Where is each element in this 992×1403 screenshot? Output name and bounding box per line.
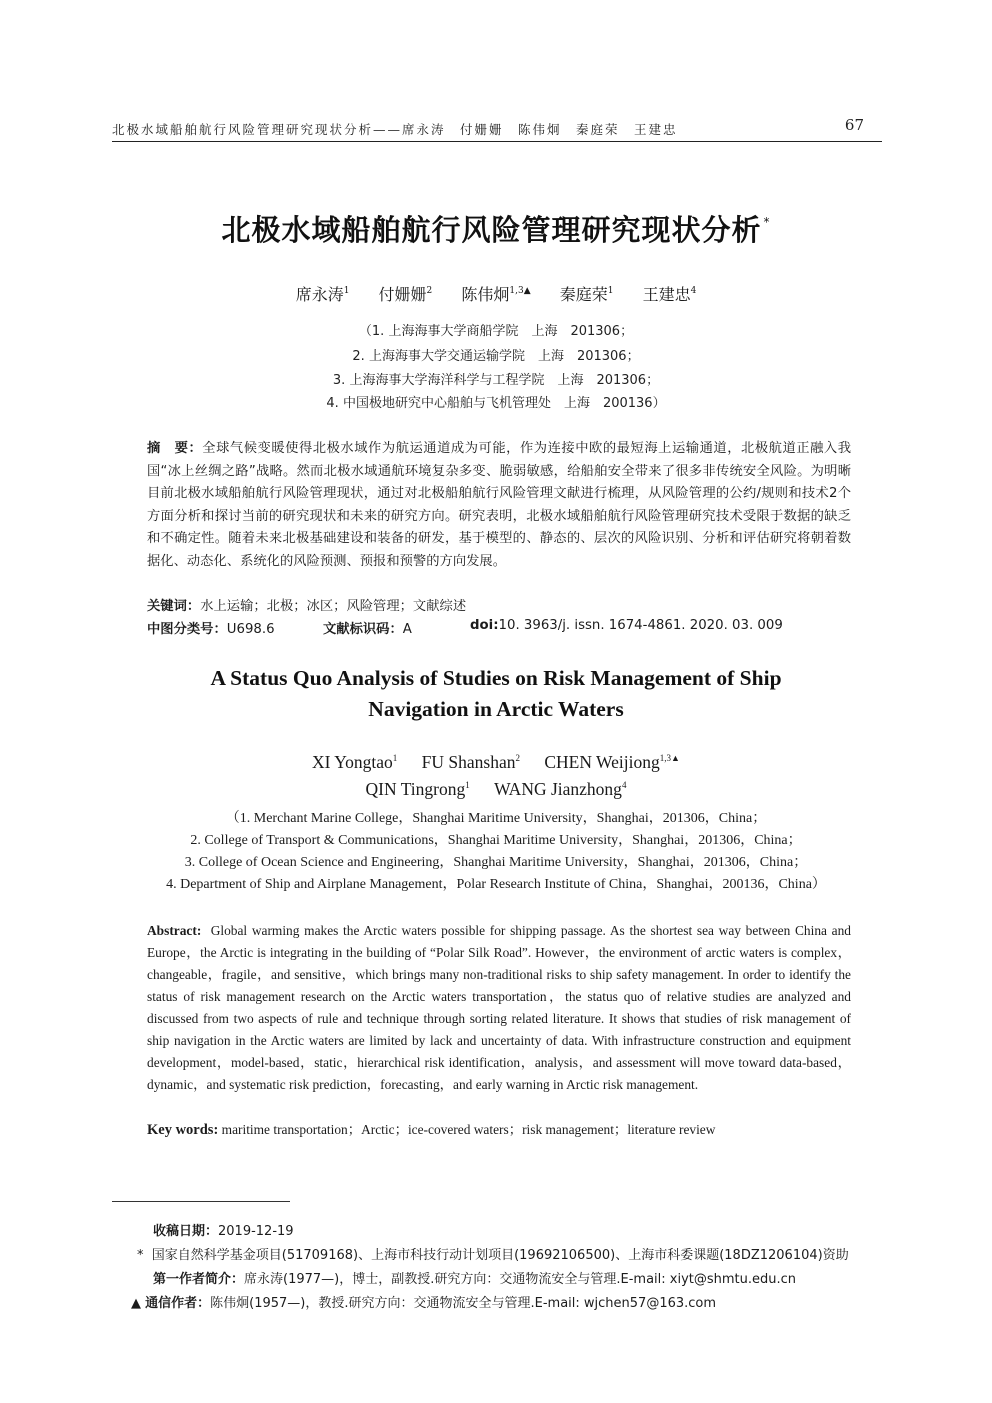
en-author xyxy=(422,752,520,772)
cn-author xyxy=(643,285,697,304)
running-header xyxy=(112,118,882,140)
cn-author xyxy=(296,285,350,304)
en-affiliation: 2. College of Transport & Communications，Shanghai Maritime University，Shanghai，201306，China； xyxy=(190,833,802,848)
first-author-note xyxy=(153,1268,796,1287)
cn-author xyxy=(560,285,614,304)
en-title xyxy=(0,663,992,725)
doi-value: 10. 3963/j. issn. 1674-4861. 2020. 03. 009 xyxy=(498,618,783,633)
author-sup: 1,3▲ xyxy=(509,286,531,296)
author-name: QIN Tingrong xyxy=(365,779,466,799)
doc-code-label: 文献标识码： xyxy=(323,622,403,637)
author-name: 席永涛 xyxy=(295,285,344,304)
author-sup: 1 xyxy=(392,753,398,763)
header-rule xyxy=(112,141,882,142)
author-sup: 4 xyxy=(621,780,627,790)
running-title: 北极水域船舶航行风险管理研究现状分析——席永涛 付姗姗 陈伟炯 秦庭荣 王建忠 xyxy=(112,122,678,137)
en-abstract-label: Abstract: xyxy=(147,923,202,938)
author-name: XI Yongtao xyxy=(312,752,393,772)
corresponding-label: 通信作者： xyxy=(145,1296,211,1311)
author-sup: 1 xyxy=(607,286,614,296)
doc-code-value: A xyxy=(402,622,412,637)
cn-title-text: 北极水域船舶航行风险管理研究现状分析 xyxy=(221,213,762,247)
cn-keywords-text: 水上运输；北极；冰区；风险管理；文献综述 xyxy=(200,599,467,614)
author-name: 秦庭荣 xyxy=(559,285,608,304)
author-name: WANG Jianzhong xyxy=(494,779,622,799)
author-sup: 1 xyxy=(343,286,350,296)
received-label: 收稿日期： xyxy=(153,1224,219,1239)
en-authors-line xyxy=(0,752,992,773)
author-sup: 2 xyxy=(515,753,520,763)
author-name: 陈伟炯 xyxy=(461,285,510,304)
first-author-text: 席永涛(1977—)，博士，副教授.研究方向：交通物流安全与管理.E-mail: xiyt@shmtu.edu.cn xyxy=(244,1272,797,1287)
cn-keywords-label: 关键词： xyxy=(147,599,201,614)
author-sup: 1,3▲ xyxy=(659,753,680,763)
doi-label: doi: xyxy=(470,618,499,633)
cn-abstract xyxy=(147,438,851,573)
cn-affiliation: 2. 上海海事大学交通运输学院 上海 201306； xyxy=(352,349,640,364)
corresponding-note xyxy=(131,1292,716,1311)
fund-text: 国家自然科学基金项目(51709168)、上海市科技行动计划项目(19692106500)、上海市科委课题(18DZ1206104)资助 xyxy=(151,1248,849,1263)
en-title-line: A Status Quo Analysis of Studies on Risk Management of Ship xyxy=(210,666,782,690)
author-sup: 1 xyxy=(465,780,470,790)
author-sup: 4 xyxy=(690,286,697,296)
cn-affiliation: （1. 上海海事大学商船学院 上海 201306； xyxy=(358,324,634,339)
cn-author xyxy=(461,285,530,304)
en-author xyxy=(366,779,470,799)
en-author xyxy=(544,752,680,772)
cn-title xyxy=(0,208,992,249)
author-name: 王建忠 xyxy=(642,285,691,304)
received-date xyxy=(153,1220,294,1239)
en-affiliation: 3. College of Ocean Science and Engineering，Shanghai Maritime University，Shanghai，201306，China； xyxy=(184,855,808,870)
cn-abstract-label: 摘 要： xyxy=(147,441,203,456)
cn-abstract-text: 全球气候变暖使得北极水域作为航运通道成为可能，作为连接中欧的最短海上运输通道，北极航道正融入我国“冰上丝绸之路”战略。然而北极水域通航环境复杂多变、脆弱敏感，给船舶安全带来了很多非传统安全风险。为明晰目前北极水域船舶航行风险管理现状，通过对北极船舶航行风险管理文献进行梳理，从风险管理的公约/规则和技术2个方面分析和探讨当前的研究现状和未来的研究方向。研究表明，北极水域船舶航行风险管理研究技术受限于数据的缺乏和不确定性。随着未来北极基础建设和装备的研发，基于模型的、静态的、层次的风险识别、分析和评估研究将朝着数据化、动态化、系统化的风险预测、预报和预警的方向发展。 xyxy=(147,441,852,569)
cn-classification-line xyxy=(147,618,851,637)
en-abstract-text: Global warming makes the Arctic waters possible for shipping passage. As the shortest sea way between China and Europe，the Arctic is integrating in the building of “Polar Silk Road”. However，the environment of arctic waters is complex，changeable，fragile，and sensitive，which brings many non-traditional risks to ship safety management. In order to identify the status of risk management research on the Arctic waters transportation，the status quo of relative studies are analyzed and discussed from two aspects of rule and technique through sorting related literature. It shows that studies of risk management of ship navigation in the Arctic waters are limited by lack and uncertainty of data. With infrastructure construction and equipment development，model-based，static，hierarchical risk identification，analysis，and assessment will move toward data-based，dynamic，and systematic risk prediction，forecasting，and early warning in Arctic risk management. xyxy=(147,923,851,1092)
cn-affiliation: 4. 中国极地研究中心船舶与飞机管理处 上海 200136） xyxy=(326,396,666,411)
en-author xyxy=(312,752,397,772)
page-number: 67 xyxy=(844,116,864,134)
fund-note xyxy=(137,1244,849,1263)
fund-mark: * xyxy=(137,1248,144,1263)
author-name: 付姗姗 xyxy=(378,285,427,304)
en-affiliation: （1. Merchant Marine College，Shanghai Maritime University，Shanghai，201306，China； xyxy=(225,811,767,826)
cn-author xyxy=(379,285,433,304)
en-keywords-text: maritime transportation；Arctic；ice-covered waters；risk management；literature review xyxy=(221,1122,716,1137)
author-sup: 2 xyxy=(426,286,433,296)
title-footnote-mark: * xyxy=(763,215,771,229)
en-keywords xyxy=(147,1119,851,1141)
corresponding-text: 陈伟炯(1957—)，教授.研究方向：交通物流安全与管理.E-mail: wjchen57@163.com xyxy=(210,1296,717,1311)
corresponding-mark: ▲ xyxy=(131,1296,141,1311)
author-name: FU Shanshan xyxy=(421,752,516,772)
clc-label: 中图分类号： xyxy=(147,622,227,637)
first-author-label: 第一作者简介： xyxy=(153,1272,245,1287)
en-authors-line xyxy=(0,779,992,800)
clc-value: U698.6 xyxy=(226,622,275,637)
en-author xyxy=(494,779,626,799)
en-affiliation: 4. Department of Ship and Airplane Management，Polar Research Institute of China，Shanghai，200136，China） xyxy=(166,877,826,892)
author-name: CHEN Weijiong xyxy=(544,752,660,772)
en-abstract xyxy=(147,920,851,1096)
cn-authors xyxy=(0,282,992,305)
en-keywords-label: Key words: xyxy=(147,1122,219,1138)
en-title-line: Navigation in Arctic Waters xyxy=(368,697,624,721)
cn-keywords xyxy=(147,595,466,614)
cn-affiliation: 3. 上海海事大学海洋科学与工程学院 上海 201306； xyxy=(332,373,660,388)
received-value: 2019-12-19 xyxy=(218,1224,294,1239)
footnote-rule xyxy=(112,1201,290,1202)
